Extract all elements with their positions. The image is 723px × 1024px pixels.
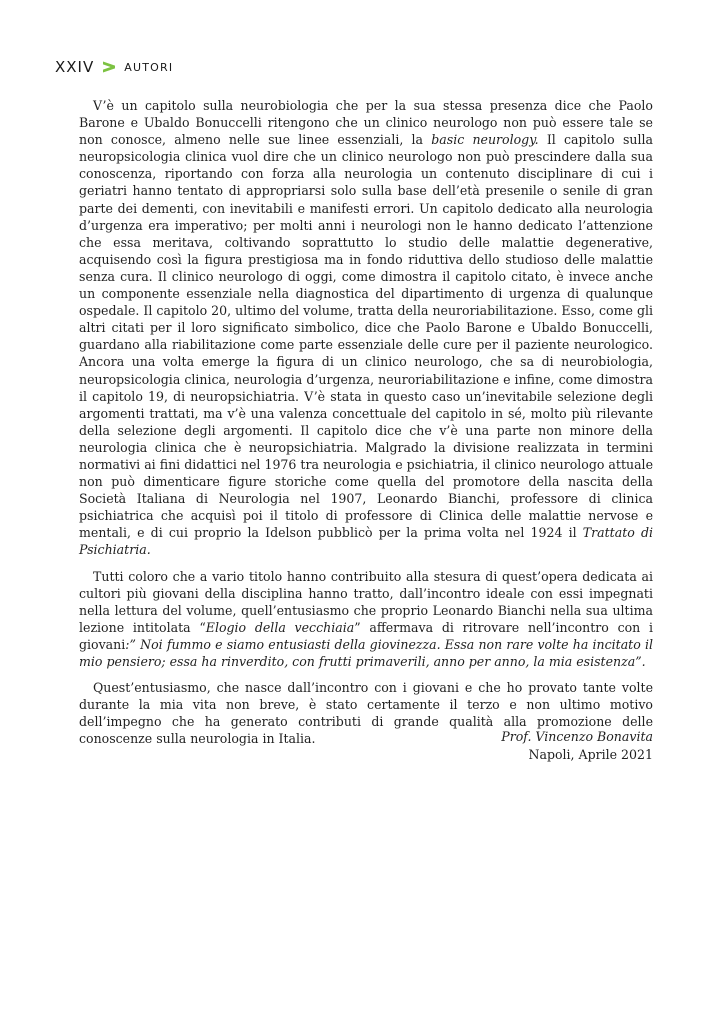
chevron-right-icon xyxy=(102,60,116,74)
italic-text: Elogio della vecchiaia xyxy=(205,619,355,635)
italic-text: Trattato di Psichiatria. xyxy=(79,525,653,558)
text-run: Il capitolo sulla neuropsicologia clinica vuol dire che un clinico neurologo non può prescindere dalla sua conoscenza, riportando con forza alla neurologia un contenuto disciplinare di cui i geriatri hanno tentato di appropriarsi solo sulla base dell’età presenile o senile di gran parte dei dementi, con inevitabili e manifesti errori. Un capitolo dedicato alla neurologia d’urgenza era imperativo; per molti anni i neurologi non le hanno dedicato l’attenzione che essa meritava, coltivando soprattutto lo studio delle malattie degenerative, acquisendo così la figura prestigiosa ma in fondo riduttiva dello studioso delle malattie senza cura. Il clinico neurologo di oggi, come dimostra il capitolo citato, è invece anche un componente essenziale nella diagnostica del dipartimento di urgenza di qualunque ospedale. Il capitolo 20, ultimo del volume, tratta della neuroriabilitazione. Esso, come gli altri citati per il loro significato simbolico, dice che Paolo Barone e Ubaldo Bonuccelli, guardano alla riabilitazione come parte essenziale delle cure per il paziente neurologico. Ancora una volta emerge la figura di un clinico neurologo, che sa di neurobiologia, neuropsicologia clinica, neurologia d’urgenza, neuroriabilitazione e infine, come dimostra il capitolo 19, di neuropsichiatria. V’è stata in questo caso un’inevitabile selezione degli argomenti trattati, ma v’è una valenza concettuale del capitolo in sé, molto più rilevante della selezione degli argomenti. Il capitolo dice che v’è una parte non minore della neurologia clinica che è neuropsichiatria. Malgrado la divisione realizzata in termini normativi ai fini didattici nel 1976 tra neurologia e psichiatria, il clinico neurologo attuale non può dimenticare figure storiche come quella del promotore della nascita della Società Italiana di Neurologia nel 1907, Leonardo Bianchi, professore di clinica psichiatrica che acquisì poi il titolo di professore di Clinica delle malattie nervose e mentali, e di cui proprio la Idelson pubblicò per la prima volta nel 1924 il xyxy=(79,132,653,541)
signature-block xyxy=(501,728,653,763)
text-run: ” affermava di ritrovare nell’incontro con i giovani xyxy=(79,619,653,652)
page-number: XXIV xyxy=(55,58,95,76)
author-name: Prof. Vincenzo Bonavita xyxy=(501,729,653,744)
text-run: Quest’entusiasmo, che nasce dall’incontro con i giovani e che ho provato tante volte durante la mia vita non breve, è stato certamente il terzo e non ultimo motivo dell’impegno che ha generato contributi di grande qualità alla promozione delle conoscenze sulla neurologia in Italia. xyxy=(79,680,653,747)
text-run: V’è un capitolo sulla neurobiologia che per la sua stessa presenza dice che Paolo Barone e Ubaldo Bonuccelli ritengono che un clinico neurologo non può essere tale se non conosce, almeno nelle sue linee essenziali, la xyxy=(79,98,653,148)
italic-text: basic neurology. xyxy=(431,132,539,148)
place-date: Napoli, Aprile 2021 xyxy=(528,746,653,762)
body-text xyxy=(79,97,653,756)
paragraph xyxy=(79,97,653,559)
text-run: Tutti coloro che a vario titolo hanno contribuito alla stesura di quest’opera dedicata ai cultori più giovani della disciplina hanno tratto, dall’incontro ideale con essi impegnati nella lettura del volume, quell’entusiasmo che proprio Leonardo Bianchi nella sua ultima lezione intitolata “ xyxy=(79,568,653,635)
section-title: AUTORI xyxy=(124,60,174,74)
italic-text: :” Noi fummo e siamo entusiasti della giovinezza. Essa non rare volte ha incitato il mio pensiero; essa ha rinverdito, con frutti primaverili, anno per anno, la mia esistenza”. xyxy=(79,636,653,669)
running-header xyxy=(55,58,173,76)
paragraph xyxy=(79,568,653,671)
